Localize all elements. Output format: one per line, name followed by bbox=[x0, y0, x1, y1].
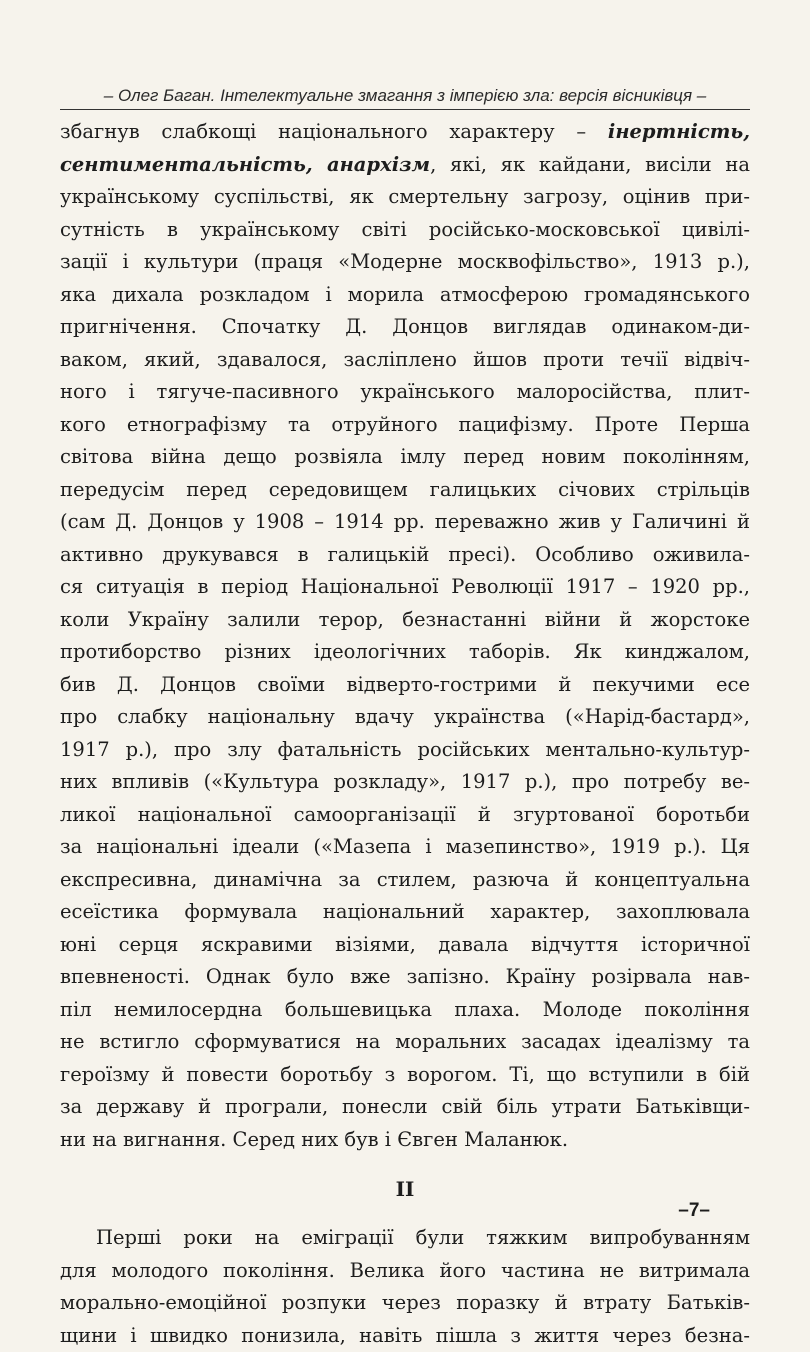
text-line: за національні ідеали («Мазепа і мазепинство», 1919 р.). Ця bbox=[60, 831, 750, 864]
text-line: морально-емоційної розпуки через поразку й втрату Батьків- bbox=[60, 1287, 750, 1320]
text-line: них впливів («Культура розкладу», 1917 р.), про потребу ве- bbox=[60, 766, 750, 799]
page-number: –7– bbox=[600, 1200, 710, 1222]
text-line: коли Україну залили терор, безнастанні війни й жорстоке bbox=[60, 604, 750, 637]
text-line: пригнічення. Спочатку Д. Донцов виглядав одинаком-ди- bbox=[60, 311, 750, 344]
text-line: впевненості. Однак було вже запізно. Країну розірвала нав- bbox=[60, 961, 750, 994]
text-line: зації і культури (праця «Модерне москвофільство», 1913 р.), bbox=[60, 246, 750, 279]
text-line: для молодого покоління. Велика його частина не витримала bbox=[60, 1255, 750, 1288]
body-text bbox=[60, 116, 750, 1352]
text-line: за державу й програли, понесли свій біль утрати Батьківщи- bbox=[60, 1091, 750, 1124]
text-line: передусім перед середовищем галицьких січових стрільців bbox=[60, 474, 750, 507]
text-line: експресивна, динамічна за стилем, разюча й концептуальна bbox=[60, 864, 750, 897]
text-line: есеїстика формувала національний характер, захоплювала bbox=[60, 896, 750, 929]
emphasis-text: сентиментальність, анархізм bbox=[60, 153, 430, 176]
text-line: юні серця яскравими візіями, давала відчуття історичної bbox=[60, 929, 750, 962]
running-header: – Олег Баган. Інтелектуальне змагання з імперією зла: версія вісниківця – bbox=[60, 86, 750, 106]
text-line: ни на вигнання. Серед них був і Євген Маланюк. bbox=[60, 1124, 750, 1157]
text-line: не встигло сформуватися на моральних засадах ідеалізму та bbox=[60, 1026, 750, 1059]
text-line: про слабку національну вдачу українства («Нарід-бастард», bbox=[60, 701, 750, 734]
text-line: активно друкувався в галицькій пресі). Особливо оживила- bbox=[60, 539, 750, 572]
text-line: сентиментальність, анархізм, які, як кайдани, висіли на bbox=[60, 149, 750, 182]
text-line: збагнув слабкощі національного характеру – інертність, bbox=[60, 116, 750, 149]
text-line: піл немилосердна большевицька плаха. Молоде покоління bbox=[60, 994, 750, 1027]
text-line: ся ситуація в період Національної Революції 1917 – 1920 рр., bbox=[60, 571, 750, 604]
text-line: ваком, який, здавалося, засліплено йшов проти течії відвіч- bbox=[60, 344, 750, 377]
text-line: бив Д. Донцов своїми відверто-гострими й пекучими есе bbox=[60, 669, 750, 702]
text-line: кого етнографізму та отруйного пацифізму. Проте Перша bbox=[60, 409, 750, 442]
text-line: 1917 р.), про злу фатальність російських ментально-культур- bbox=[60, 734, 750, 767]
text-line: щини і швидко понизила, навіть пішла з життя через безна- bbox=[60, 1320, 750, 1352]
text-line: українському суспільстві, як смертельну загрозу, оцінив при- bbox=[60, 181, 750, 214]
text-line: (сам Д. Донцов у 1908 – 1914 рр. переважно жив у Галичині й bbox=[60, 506, 750, 539]
text-line: сутність в українському світі російсько-московської цивілі- bbox=[60, 214, 750, 247]
text-line: яка дихала розкладом і морила атмосферою громадянського bbox=[60, 279, 750, 312]
text-line: Перші роки на еміграції були тяжким випробуванням bbox=[60, 1222, 750, 1255]
text-line: світова війна дещо розвіяла імлу перед новим поколінням, bbox=[60, 441, 750, 474]
emphasis-text: інертність, bbox=[608, 120, 750, 143]
text-line: ного і тягуче-пасивного українського малоросійства, плит- bbox=[60, 376, 750, 409]
text-line: протиборство різних ідеологічних таборів. Як кинджалом, bbox=[60, 636, 750, 669]
text-line: героїзму й повести боротьбу з ворогом. Ті, що вступили в бій bbox=[60, 1059, 750, 1092]
text-line: ликої національної самоорганізації й згуртованої боротьби bbox=[60, 799, 750, 832]
header-rule bbox=[60, 109, 750, 110]
section-heading: II bbox=[60, 1156, 750, 1222]
